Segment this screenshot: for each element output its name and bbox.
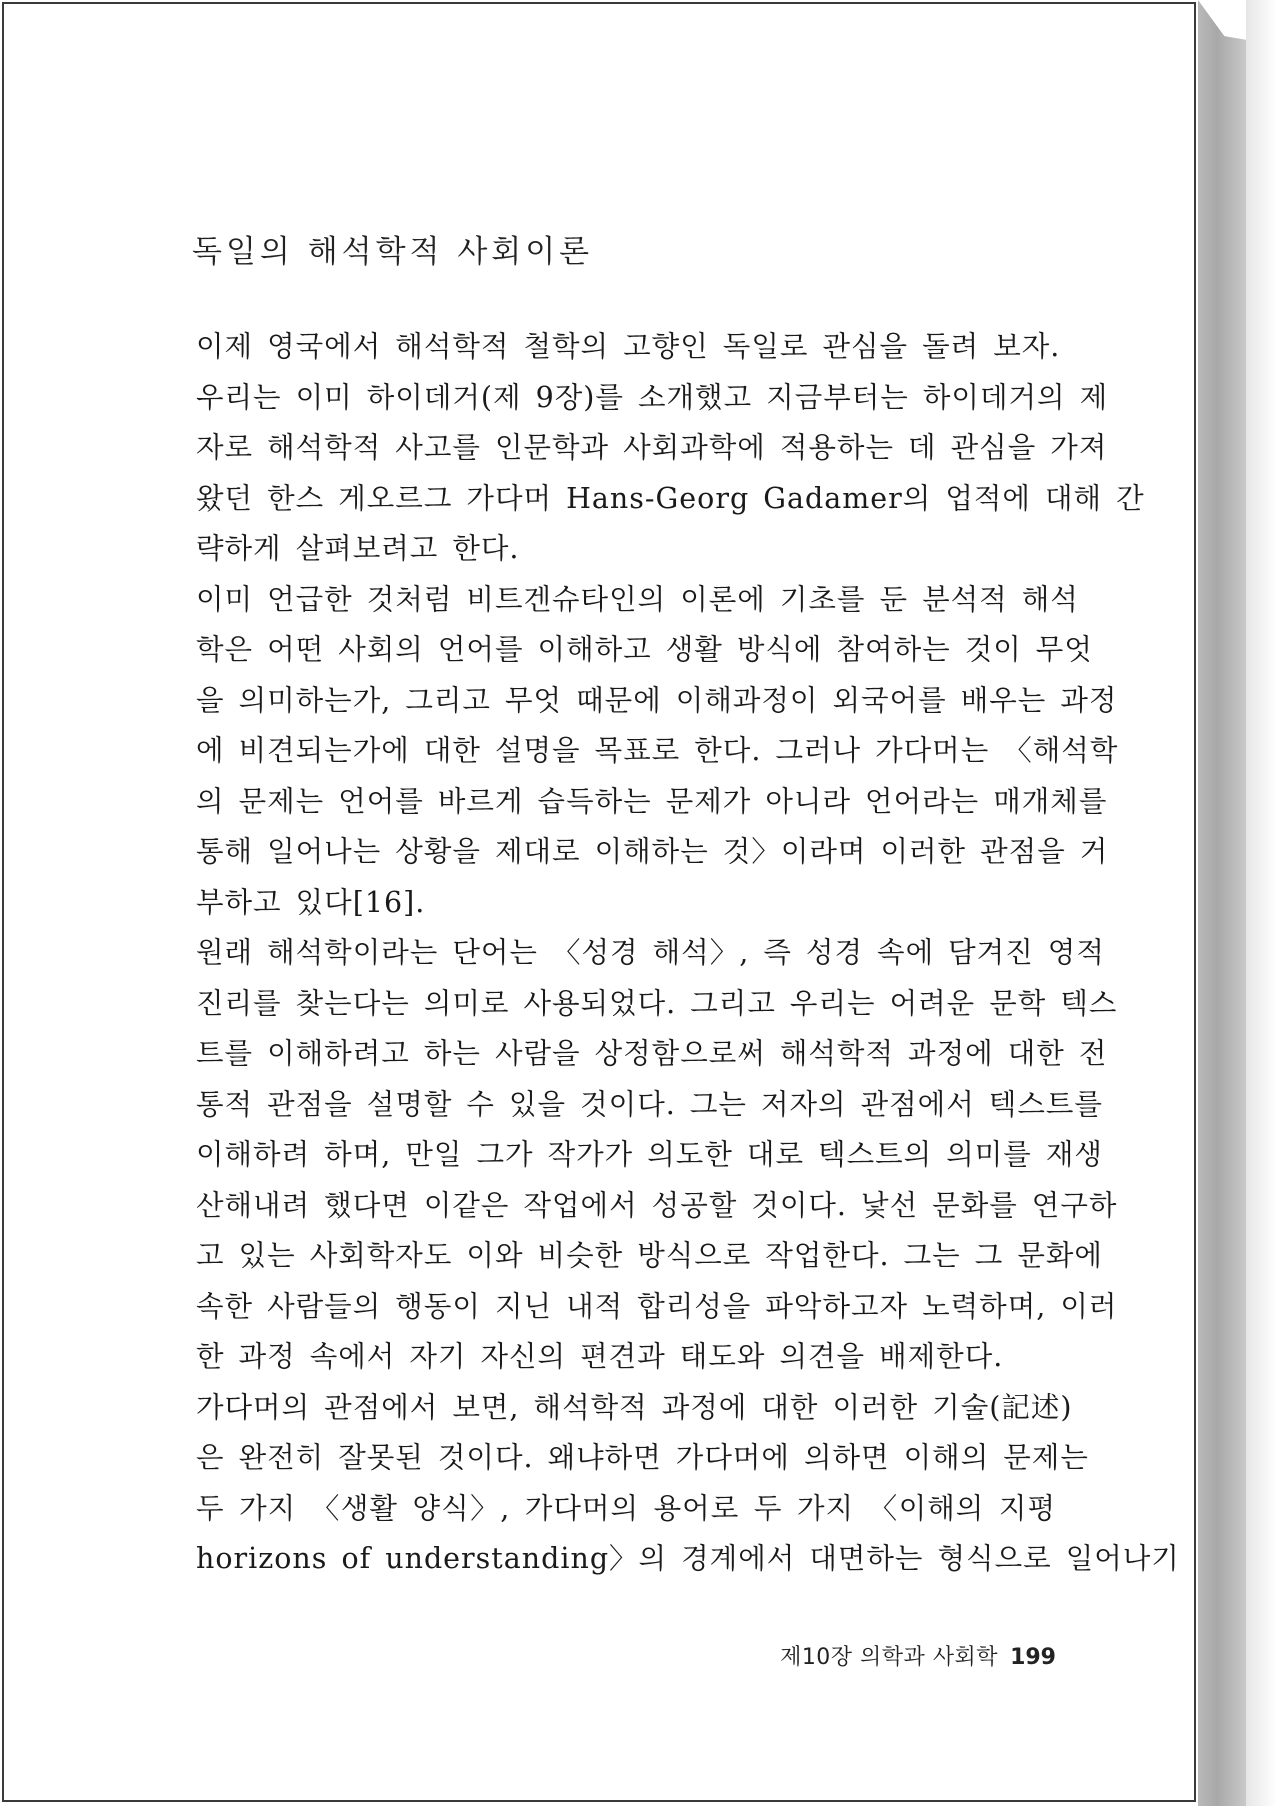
text-line: 을 의미하는가, 그리고 무엇 때문에 이해과정이 외국어를 배우는 과정 xyxy=(196,683,1118,717)
text-line: 두 가지 〈생활 양식〉, 가다머의 용어로 두 가지 〈이해의 지평 xyxy=(196,1491,1056,1525)
text-line: 왔던 한스 게오르그 가다머 Hans-Georg Gadamer의 업적에 대해 간 xyxy=(196,481,1145,515)
text-line: 가다머의 관점에서 보면, 해석학적 과정에 대한 이러한 기술(記述) xyxy=(196,1390,1073,1424)
page-footer xyxy=(764,1640,1056,1671)
text-line: 산해내려 했다면 이같은 작업에서 성공할 것이다. 낯선 문화를 연구하 xyxy=(196,1188,1118,1222)
paragraph-4 xyxy=(168,1383,1180,1585)
text-line: 통적 관점을 설명할 수 있을 것이다. 그는 저자의 관점에서 텍스트를 xyxy=(196,1087,1103,1121)
text-line: 속한 사람들의 행동이 지닌 내적 합리성을 파악하고자 노력하며, 이러 xyxy=(196,1289,1118,1323)
text-line: 이미 언급한 것처럼 비트겐슈타인의 이론에 기초를 둔 분석적 해석 xyxy=(196,582,1079,616)
text-line: 통해 일어나는 상황을 제대로 이해하는 것〉이라며 이러한 관점을 거 xyxy=(196,835,1109,868)
section-title: 독일의 해석학적 사회이론 xyxy=(192,234,594,270)
book-page xyxy=(2,2,1196,1802)
running-footer-chapter: 제10장 의학과 사회학 xyxy=(780,1645,999,1670)
page-edge-shadow xyxy=(1246,0,1277,1806)
page-stack-edge xyxy=(1198,0,1246,1806)
text-line: 자로 해석학적 사고를 인문학과 사회과학에 적용하는 데 관심을 가져 xyxy=(196,431,1108,464)
text-line: 한 과정 속에서 자기 자신의 편견과 태도와 의견을 배제한다. xyxy=(196,1340,1004,1373)
text-line: 고 있는 사회학자도 이와 비슷한 방식으로 작업한다. 그는 그 문화에 xyxy=(196,1239,1103,1272)
text-line: 이제 영국에서 해석학적 철학의 고향인 독일로 관심을 돌려 보자. xyxy=(196,330,1061,363)
paragraph-3 xyxy=(168,928,1118,1383)
text-line: 원래 해석학이라는 단어는 〈성경 해석〉, 즉 성경 속에 담겨진 영적 xyxy=(196,936,1105,969)
paragraph-1 xyxy=(168,322,1145,575)
page-number: 199 xyxy=(1010,1645,1056,1670)
paragraph-2 xyxy=(168,575,1119,929)
text-line: 진리를 찾는다는 의미로 사용되었다. 그리고 우리는 어려운 문학 텍스 xyxy=(196,986,1118,1020)
text-line: 략하게 살펴보려고 한다. xyxy=(196,532,520,565)
text-line: horizons of understanding〉의 경계에서 대면하는 형식으로 일어나기 xyxy=(196,1542,1180,1575)
text-line: 이해하려 하며, 만일 그가 작가가 의도한 대로 텍스트의 의미를 재생 xyxy=(196,1138,1103,1171)
text-line: 우리는 이미 하이데거(제 9장)를 소개했고 지금부터는 하이데거의 제 xyxy=(196,380,1109,414)
text-line: 트를 이해하려고 하는 사람을 상정함으로써 해석학적 과정에 대한 전 xyxy=(196,1037,1108,1070)
text-line: 학은 어떤 사회의 언어를 이해하고 생활 방식에 참여하는 것이 무엇 xyxy=(196,633,1093,666)
text-line: 부하고 있다[16]. xyxy=(196,885,426,919)
text-line: 에 비견되는가에 대한 설명을 목표로 한다. 그러나 가다머는 〈해석학 xyxy=(196,734,1119,767)
text-line: 의 문제는 언어를 바르게 습득하는 문제가 아니라 언어라는 매개체를 xyxy=(196,784,1108,818)
text-line: 은 완전히 잘못된 것이다. 왜냐하면 가다머에 의하면 이해의 문제는 xyxy=(196,1441,1089,1474)
body-text xyxy=(168,322,1180,1585)
